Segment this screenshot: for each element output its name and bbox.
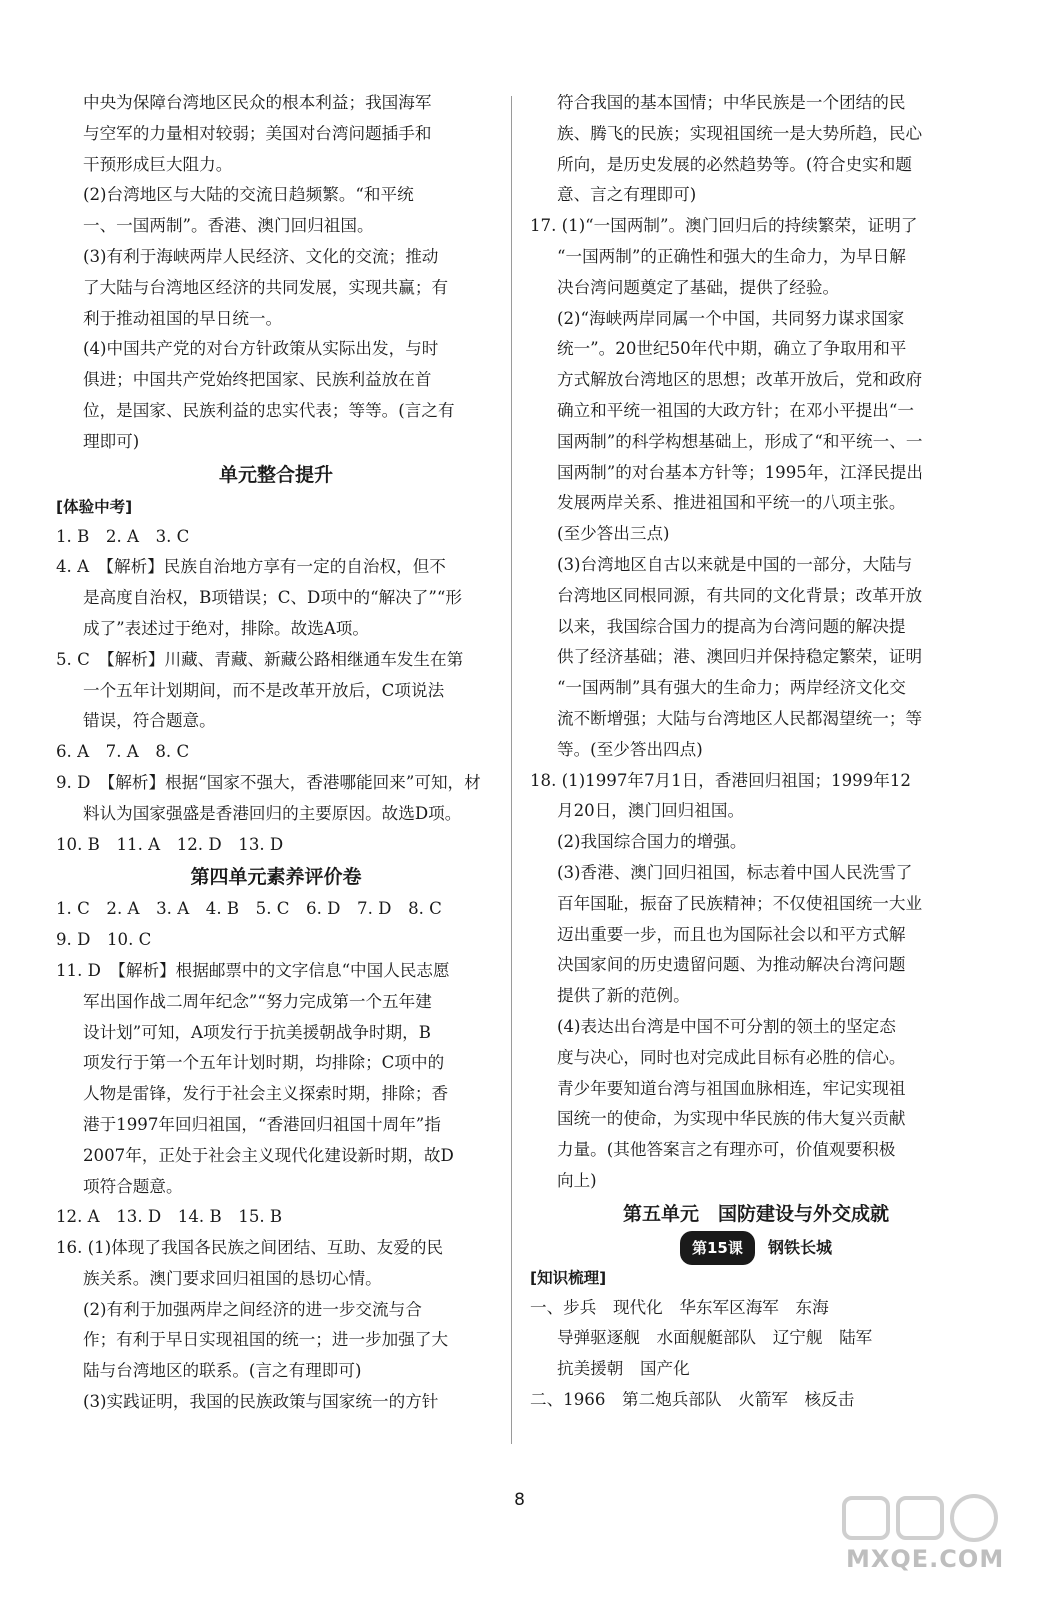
right-column	[530, 88, 982, 1416]
left-c-line: 作；有利于早日实现祖国的统一；进一步加强了大	[83, 1330, 449, 1350]
right-a-line: 供了经济基础；港、澳回归并保持稳定繁荣，证明	[557, 647, 923, 667]
left-a-line: 理即可)	[83, 431, 140, 451]
right-a-line: 青少年要知道台湾与祖国血脉相连，牢记实现祖	[557, 1078, 906, 1098]
left-b-line: 一个五年计划期间，而不是改革开放后，C项说法	[83, 680, 445, 700]
right-a-line: 符合我国的基本国情；中华民族是一个团结的民	[557, 93, 906, 112]
left-c-line: 港于1997年回归祖国，“香港回归祖国十周年”指	[83, 1114, 441, 1134]
right-a-line: 以来，我国综合国力的提高为台湾问题的解决提	[557, 616, 906, 636]
left-column	[56, 88, 496, 1418]
right-a-line: 迈出重要一步，而且也为国际社会以和平方式解	[557, 924, 906, 944]
right-b-line: 一、步兵 现代化 华东军区海军 东海	[530, 1297, 829, 1317]
left-a-line: 了大陆与台湾地区经济的共同发展，实现共赢；有	[83, 277, 449, 297]
right-a-line: 方式解放台湾地区的思想；改革开放后，党和政府	[557, 370, 923, 390]
right-b-line: 二、1966 第二炮兵部队 火箭军 核反击	[530, 1390, 855, 1410]
right-b-line: 导弹驱逐舰 水面舰艇部队 辽宁舰 陆军	[557, 1328, 873, 1348]
left-c-line: (2)有利于加强两岸之间经济的进一步交流与合	[83, 1299, 422, 1319]
left-a-line: 与空军的力量相对较弱；美国对台湾问题插手和	[83, 123, 432, 143]
section-heading-unit4-evaluation: 第四单元素养评价卷	[190, 866, 362, 889]
left-a-line: (3)有利于海峡两岸人民经济、文化的交流；推动	[83, 246, 439, 266]
left-a-line: (2)台湾地区与大陆的交流日趋频繁。“和平统	[83, 185, 414, 205]
left-c-line: 陆与台湾地区的联系。(言之有理即可)	[83, 1361, 362, 1381]
right-a-line: 国两制”的科学构想基础上，形成了“和平统一、一	[557, 431, 923, 451]
left-a-line: (4)中国共产党的对台方针政策从实际出发，与时	[83, 339, 439, 359]
lesson-title: 钢铁长城	[767, 1237, 832, 1257]
left-b-line: 料认为国家强盛是香港回归的主要原因。故选D项。	[83, 803, 462, 823]
right-a-line: 决国家间的历史遗留问题、为推动解决台湾问题	[557, 955, 906, 975]
section-heading-unit-integration: 单元整合提升	[218, 463, 333, 486]
left-c-line: 2007年，正处于社会主义现代化建设新时期，故D	[83, 1145, 454, 1165]
lesson-badge: 第15课	[680, 1231, 755, 1265]
right-a-line: (3)台湾地区自古以来就是中国的一部分，大陆与	[557, 554, 913, 574]
right-a-line: 所向，是历史发展的必然趋势等。(符合史实和题	[557, 154, 912, 174]
left-c-line: 人物是雷锋，发行于社会主义探索时期，排除；香	[83, 1084, 449, 1104]
right-a-line: 决台湾问题奠定了基础，提供了经验。	[557, 277, 840, 297]
left-a-line: 位，是国家、民族利益的忠实代表；等等。(言之有	[83, 400, 455, 420]
left-lines-a	[56, 88, 496, 458]
right-a-line: 向上)	[557, 1170, 597, 1190]
right-a-line: (3)香港、澳门回归祖国，标志着中国人民洗雪了	[557, 862, 913, 882]
left-b-line: 6. A 7. A 8. C	[56, 742, 190, 762]
right-a-line: 台湾地区同根同源，有共同的文化背景；改革开放	[557, 585, 923, 605]
left-c-line: 9. D 10. C	[56, 930, 152, 950]
right-a-line: 百年国耻，振奋了民族精神；不仅使祖国统一大业	[557, 893, 923, 913]
left-c-line: 项发行于第一个五年计划时期，均排除；C项中的	[83, 1053, 445, 1073]
right-a-line: 统一”。20世纪50年代中期，确立了争取用和平	[557, 339, 907, 359]
right-a-line: (4)表达出台湾是中国不可分割的领土的坚定态	[557, 1016, 896, 1036]
left-c-line: 项符合题意。	[83, 1176, 183, 1196]
left-lines-b	[56, 522, 496, 861]
column-divider	[511, 96, 512, 1444]
right-a-line: “一国两制”具有强大的生命力；两岸经济文化交	[557, 678, 906, 698]
right-a-line: 月20日，澳门回归祖国。	[557, 801, 745, 821]
left-a-line: 俱进；中国共产党始终把国家、民族利益放在首	[83, 370, 432, 390]
right-a-line: 族、腾飞的民族；实现祖国统一是大势所趋，民心	[557, 123, 923, 143]
right-a-line: 流不断增强；大陆与台湾地区人民都渴望统一；等	[557, 708, 923, 728]
right-a-line: (至少答出三点)	[557, 524, 670, 544]
left-b-line: 5. C 【解析】川藏、青藏、新藏公路相继通车发生在第	[56, 649, 464, 669]
left-c-line: 16. (1)体现了我国各民族之间团结、互助、友爱的民	[56, 1238, 444, 1258]
left-b-line: 9. D 【解析】根据“国家不强大，香港哪能回来”可知，材	[56, 772, 481, 792]
right-b-line: 抗美援朝 国产化	[557, 1359, 690, 1379]
left-c-line: 设计划”可知，A项发行于抗美援朝战争时期，B	[83, 1022, 431, 1042]
right-a-line: (2)我国综合国力的增强。	[557, 832, 747, 852]
left-a-line: 利于推动祖国的早日统一。	[83, 308, 283, 328]
left-lines-c	[56, 894, 496, 1418]
left-a-line: 干预形成巨大阻力。	[83, 154, 233, 174]
right-a-line: 18. (1)1997年7月1日，香港回归祖国；1999年12	[530, 770, 911, 790]
right-a-line: 发展两岸关系、推进祖国和平统一的八项主张。	[557, 493, 906, 513]
left-c-line: 军出国作战二周年纪念”“努力完成第一个五年建	[83, 991, 432, 1011]
left-b-line: 成了”表述过于绝对，排除。故选A项。	[83, 618, 369, 638]
left-a-line: 中央为保障台湾地区民众的根本利益；我国海军	[83, 93, 432, 112]
right-a-line: 意、言之有理即可)	[557, 185, 697, 205]
right-a-line: 等。(至少答出四点)	[557, 739, 703, 759]
left-c-line: (3)实践证明，我国的民族政策与国家统一的方针	[83, 1392, 439, 1412]
left-c-line: 1. C 2. A 3. A 4. B 5. C 6. D 7. D 8. C	[56, 899, 442, 919]
bracket-label-knowledge: [知识梳理]	[530, 1268, 607, 1287]
left-b-line: 是高度自治权，B项错误；C、D项中的“解决了”“形	[83, 588, 462, 608]
right-a-line: 力量。(其他答案言之有理亦可，价值观要积极	[557, 1140, 896, 1160]
right-lines-a	[530, 88, 982, 1197]
lesson-header	[530, 1231, 982, 1263]
right-a-line: (2)“海峡两岸同属一个中国，共同努力谋求国家	[557, 308, 905, 328]
left-b-line: 1. B 2. A 3. C	[56, 526, 190, 546]
right-a-line: 提供了新的范例。	[557, 986, 690, 1006]
right-a-line: “一国两制”的正确性和强大的生命力，为早日解	[557, 246, 906, 266]
right-a-line: 确立和平统一祖国的大政方针；在邓小平提出“一	[557, 400, 914, 420]
left-b-line: 错误，符合题意。	[83, 711, 216, 731]
right-a-line: 国两制”的对台基本方针等；1995年，江泽民提出	[557, 462, 923, 482]
left-b-line: 10. B 11. A 12. D 13. D	[56, 834, 284, 854]
right-a-line: 度与决心，同时也对完成此目标有必胜的信心。	[557, 1047, 906, 1067]
watermark-text: MXQE.COM	[846, 1545, 1005, 1573]
right-a-line: 国统一的使命，为实现中华民族的伟大复兴贡献	[557, 1109, 906, 1129]
page-number: 8	[514, 1490, 525, 1510]
right-lines-b	[530, 1293, 982, 1416]
left-c-line: 族关系。澳门要求回归祖国的恳切心情。	[83, 1268, 382, 1288]
bracket-label-exam-experience: [体验中考]	[56, 497, 133, 516]
left-c-line: 12. A 13. D 14. B 15. B	[56, 1207, 283, 1227]
right-a-line: 17. (1)“一国两制”。澳门回归后的持续繁荣，证明了	[530, 216, 918, 236]
left-c-line: 11. D 【解析】根据邮票中的文字信息“中国人民志愿	[56, 960, 450, 980]
left-b-line: 4. A 【解析】民族自治地方享有一定的自治权，但不	[56, 557, 446, 577]
left-a-line: 一、一国两制”。香港、澳门回归祖国。	[83, 216, 374, 236]
section-heading-unit5: 第五单元 国防建设与外交成就	[622, 1202, 889, 1225]
